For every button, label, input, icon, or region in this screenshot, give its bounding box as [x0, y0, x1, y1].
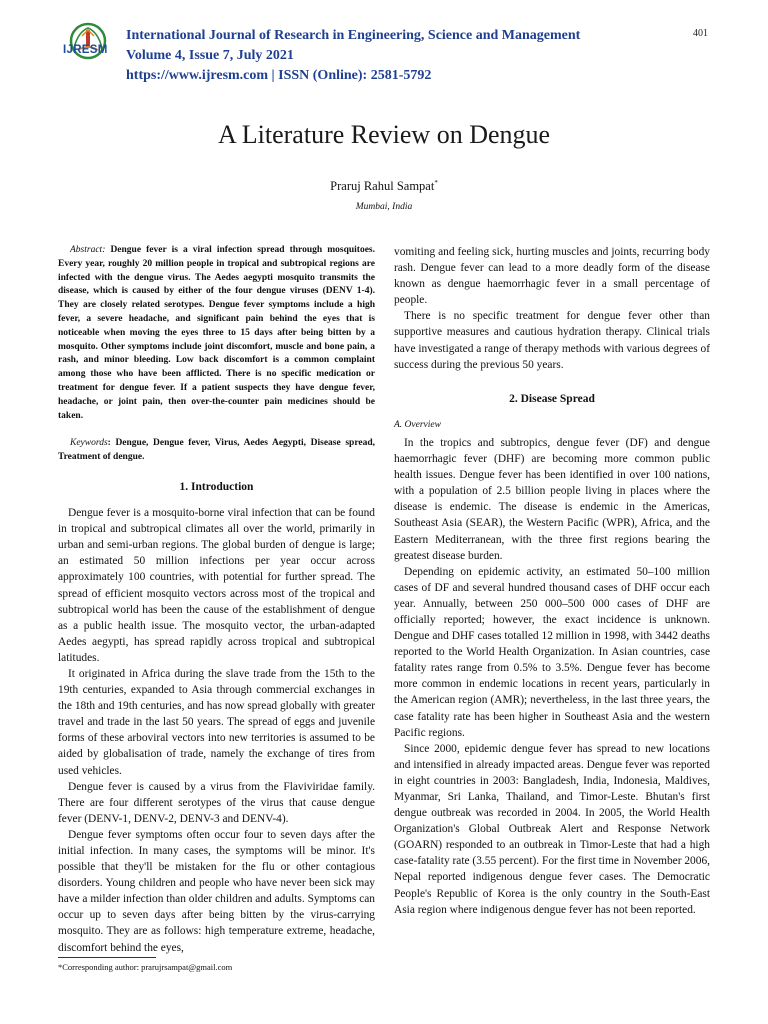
paragraph: There is no specific treatment for dengue fever other than supportive measures and cautious hydration therapy. Clinical trials have investigated a range of therapy methods with various degrees of success during the previous 50 years. — [394, 310, 710, 371]
logo-text: IJRESM — [63, 44, 108, 56]
left-column — [58, 244, 375, 956]
author-mark: * — [434, 179, 438, 187]
section-heading-introduction: 1. Introduction — [179, 480, 254, 493]
paragraph: Since 2000, epidemic dengue fever has spread to new locations and intensified in already impacted areas. Dengue fever was reported in eight countries in 2003: Bangladesh, India, Indonesia, Maldives, Myanmar, Sri Lanka, Thailand, and Timor-Leste. Bhutan's first dengue outbreak was recorded in 2004. In 2005, the World Health Organization's Global Outbreak Alert and Response Network (GOARN) responded to an outbreak in Timor-Leste that had a high case-fatality rate (3.55 percent). For the first time in November 2006, Nepal reported indigenous dengue fever cases. The Democratic People's Republic of Korea is the only country in the South-East Asia region where indigenous dengue fever has not been reported. — [394, 742, 710, 916]
page-number: 401 — [693, 28, 708, 39]
ijresm-logo — [56, 22, 120, 62]
abstract-label: Abstract: — [70, 245, 106, 255]
paragraph: It originated in Africa during the slave trade from the 15th to the 19th centuries, expanded to Asia through commercial exchanges in the 18th and 19th centuries, and has now spread globally with greater travel and trade in the last 50 years. The spread of eggs and juvenile forms of these arboviral vectors into new territories is assumed to be aided by globalisation of trade, namely the exchange of tires from used vehicles. — [58, 667, 375, 777]
keywords — [58, 437, 375, 465]
paragraph-continuation: vomiting and feeling sick, hurting muscles and joints, recurring body rash. Dengue fever can lead to a more deadly form of the disease known as dengue haemorrhagic fever in a small percentage of people. — [394, 246, 710, 307]
paragraph: Dengue fever is caused by a virus from the Flaviviridae family. There are four different serotypes of the virus that cause dengue fever (DENV-1, DENV-2, DENV-3 and DENV-4). — [58, 780, 375, 825]
paragraph: In the tropics and subtropics, dengue fever (DF) and dengue haemorrhagic fever (DHF) are becoming more common public health issues. Dengue fever has been identified in over 100 nations, with a population of 2.5 billion people living in places where the disease is endemic. The disease is endemic in the Americas, Southeast Asia (SEAR), the Western Pacific (WPR), Africa, and the Eastern Mediterranean, with the three first regions bearing the greatest disease burden. — [394, 436, 710, 562]
journal-name: International Journal of Research in Engineering, Science and Management — [126, 28, 581, 43]
author-name: Praruj Rahul Sampat — [330, 179, 435, 194]
footnote: *Corresponding author: prarujrsampat@gmail.com — [58, 962, 233, 972]
volume-issue: Volume 4, Issue 7, July 2021 — [126, 48, 294, 63]
url-issn[interactable]: https://www.ijresm.com | ISSN (Online): 2581-5792 — [126, 68, 432, 83]
paper-title: A Literature Review on Dengue — [217, 120, 551, 149]
paragraph: Dengue fever is a mosquito-borne viral infection that can be found in tropical and subtropical climates all over the world, primarily in urban and semi-urban regions. The global burden of dengue is large; an estimated 50 million infections per year occur across approximately 100 countries, with potential for further spread. The spread of efficient mosquito vectors across most of the tropical and subtropical world has been the cause of the establishment of dengue as a public health issue. The mosquito vector, the urban-adapted Aedes aegypti, has spread rapidly across tropical and subtropical latitudes. — [58, 507, 375, 664]
paragraph: Depending on epidemic activity, an estimated 50–100 million cases of DF and several hundred thousand cases of DHF occur each year. Annually, between 250 000–500 000 cases of DHF are officially reported; however, the exact incidence is unknown. Dengue and DHF cases totalled 12 million in 1998, with 3442 deaths reported to the World Health Organization. In Asian countries, case fatality rates range from 0.5% to 3.5%. Dengue fever has become more common in endemic locations in recent years, particularly in the American region (AMR); nevertheless, in the last three years, the case fatality rate has been higher in Southeast Asia and the western Pacific regions. — [394, 565, 710, 739]
abstract-text: Dengue fever is a viral infection spread through mosquitoes. Every year, roughly 20 million people in tropical and subtropical regions are infected with the dengue virus. The Aedes aegypti mosquito transmits the disease, which is caused by either of the four dengue viruses (DENV 1-4). They are closely related serotypes. Dengue fever symptoms include a high fever, a severe headache, and significant pain behind the eyes that is noticeable when moving the eyes three to 15 days after being bitten by a mosquito. Other symptoms include joint discomfort, muscle and bone pain, a rash, and minor bleeding. Low back discomfort is a common complaint among those who have been afflicted. There is no specific medication or treatment for dengue fever. If a patient suspects they have dengue fever, headache, or joint pain, then over-the-counter pain medicines should be taken. — [58, 245, 376, 421]
keywords-label: Keywords — [70, 438, 108, 449]
affiliation: Mumbai, India — [355, 202, 413, 212]
footnote-rule — [58, 957, 156, 958]
subsection-heading-overview: A. Overview — [394, 419, 441, 430]
paragraph: Dengue fever symptoms often occur four to seven days after the initial infection. In many cases, the symptoms will be minor. It's possible that they'll be mistaken for the flu or other contagious disorders. Young children and people who have never been sick may have a milder infection than older children and adults. Symptoms can occur up to seven days after being bitten by the virus-carrying mosquito. They are as follows: high temperature extreme, headache, discomfort behind the eyes, — [58, 828, 375, 954]
keywords-text: : Dengue, Dengue fever, Virus, Aedes Aegypti, Disease spread, Treatment of dengue. — [58, 438, 375, 463]
section-heading-disease-spread: 2. Disease Spread — [509, 392, 595, 405]
author-line — [0, 179, 768, 194]
abstract — [58, 244, 375, 423]
right-column — [394, 244, 710, 918]
